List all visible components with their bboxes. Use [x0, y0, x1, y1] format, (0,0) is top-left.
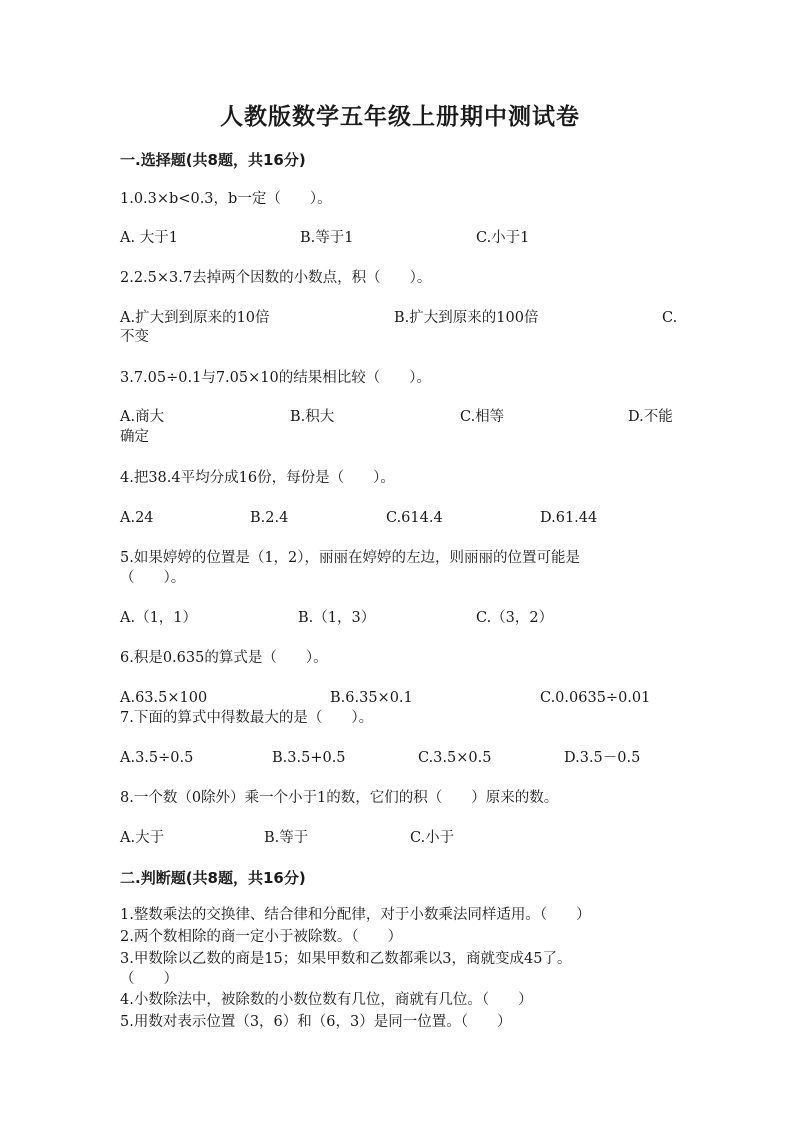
judge-line-3-wrap: （ ）: [120, 971, 178, 987]
section2-heading: 二.判断题(共8题，共16分): [120, 869, 306, 887]
question-6-option-c: C.0.0635÷0.01: [540, 690, 651, 706]
question-2-option-c: C.: [662, 310, 678, 326]
question-8-option-b: B.等于: [264, 830, 309, 846]
question-3-option-a: A.商大: [120, 409, 165, 425]
page-title: 人教版数学五年级上册期中测试卷: [220, 104, 580, 130]
question-5-stem: 5.如果婷婷的位置是（1，2），丽丽在婷婷的左边，则丽丽的位置可能是: [120, 550, 581, 566]
question-2-option-c-wrap: 不变: [120, 329, 149, 345]
question-5-option-c: C.（3，2）: [476, 610, 554, 626]
question-7-option-d: D.3.5－0.5: [564, 750, 641, 766]
question-7-option-a: A.3.5÷0.5: [120, 750, 194, 766]
question-5-stem-wrap: （ ）。: [120, 570, 186, 586]
question-4-option-a: A.24: [120, 510, 154, 526]
question-3-option-c: C.相等: [460, 409, 505, 425]
question-4-option-b: B.2.4: [250, 510, 289, 526]
question-3-stem: 3.7.05÷0.1与7.05×10的结果相比较（ ）。: [120, 370, 431, 386]
question-6-stem: 6.积是0.635的算式是（ ）。: [120, 650, 328, 666]
question-3-option-b: B.积大: [290, 409, 335, 425]
judge-line-5: 5.用数对表示位置（3，6）和（6，3）是同一位置。（ ）: [120, 1014, 512, 1030]
section1-heading: 一.选择题(共8题，共16分): [120, 151, 306, 169]
question-7-option-b: B.3.5+0.5: [272, 750, 346, 766]
judge-line-1: 1.整数乘法的交换律、结合律和分配律，对于小数乘法同样适用。（ ）: [120, 907, 591, 923]
judge-line-2: 2.两个数相除的商一定小于被除数。（ ）: [120, 929, 403, 945]
judge-line-3: 3.甲数除以乙数的商是15；如果甲数和乙数都乘以3，商就变成45了。: [120, 951, 572, 967]
question-5-option-a: A.（1，1）: [120, 610, 198, 626]
question-8-option-c: C.小于: [410, 830, 455, 846]
judge-line-4: 4.小数除法中，被除数的小数位数有几位，商就有几位。（ ）: [120, 992, 533, 1008]
question-1-option-c: C.小于1: [476, 230, 530, 246]
question-7-option-c: C.3.5×0.5: [418, 750, 492, 766]
question-6-option-b: B.6.35×0.1: [330, 690, 413, 706]
question-6-option-a: A.63.5×100: [120, 690, 208, 706]
question-1-option-a: A. 大于1: [120, 230, 178, 246]
question-4-stem: 4.把38.4平均分成16份，每份是（ ）。: [120, 470, 395, 486]
question-2-option-b: B.扩大到原来的100倍: [394, 310, 539, 326]
question-4-option-c: C.614.4: [386, 510, 443, 526]
question-1-option-b: B.等于1: [300, 230, 354, 246]
question-8-option-a: A.大于: [120, 830, 165, 846]
question-3-option-d-wrap: 确定: [120, 429, 149, 445]
question-7-stem: 7.下面的算式中得数最大的是（ ）。: [120, 710, 374, 726]
question-2-option-a: A.扩大到到原来的10倍: [120, 310, 270, 326]
question-5-option-b: B.（1，3）: [298, 610, 376, 626]
question-1-stem: 1.0.3×b<0.3，b一定（ ）。: [120, 191, 332, 207]
question-8-stem: 8.一个数（0除外）乘一个小于1的数，它们的积（ ）原来的数。: [120, 790, 559, 806]
question-2-stem: 2.2.5×3.7去掉两个因数的小数点，积（ ）。: [120, 270, 432, 286]
question-4-option-d: D.61.44: [540, 510, 598, 526]
question-3-option-d: D.不能: [628, 409, 673, 425]
